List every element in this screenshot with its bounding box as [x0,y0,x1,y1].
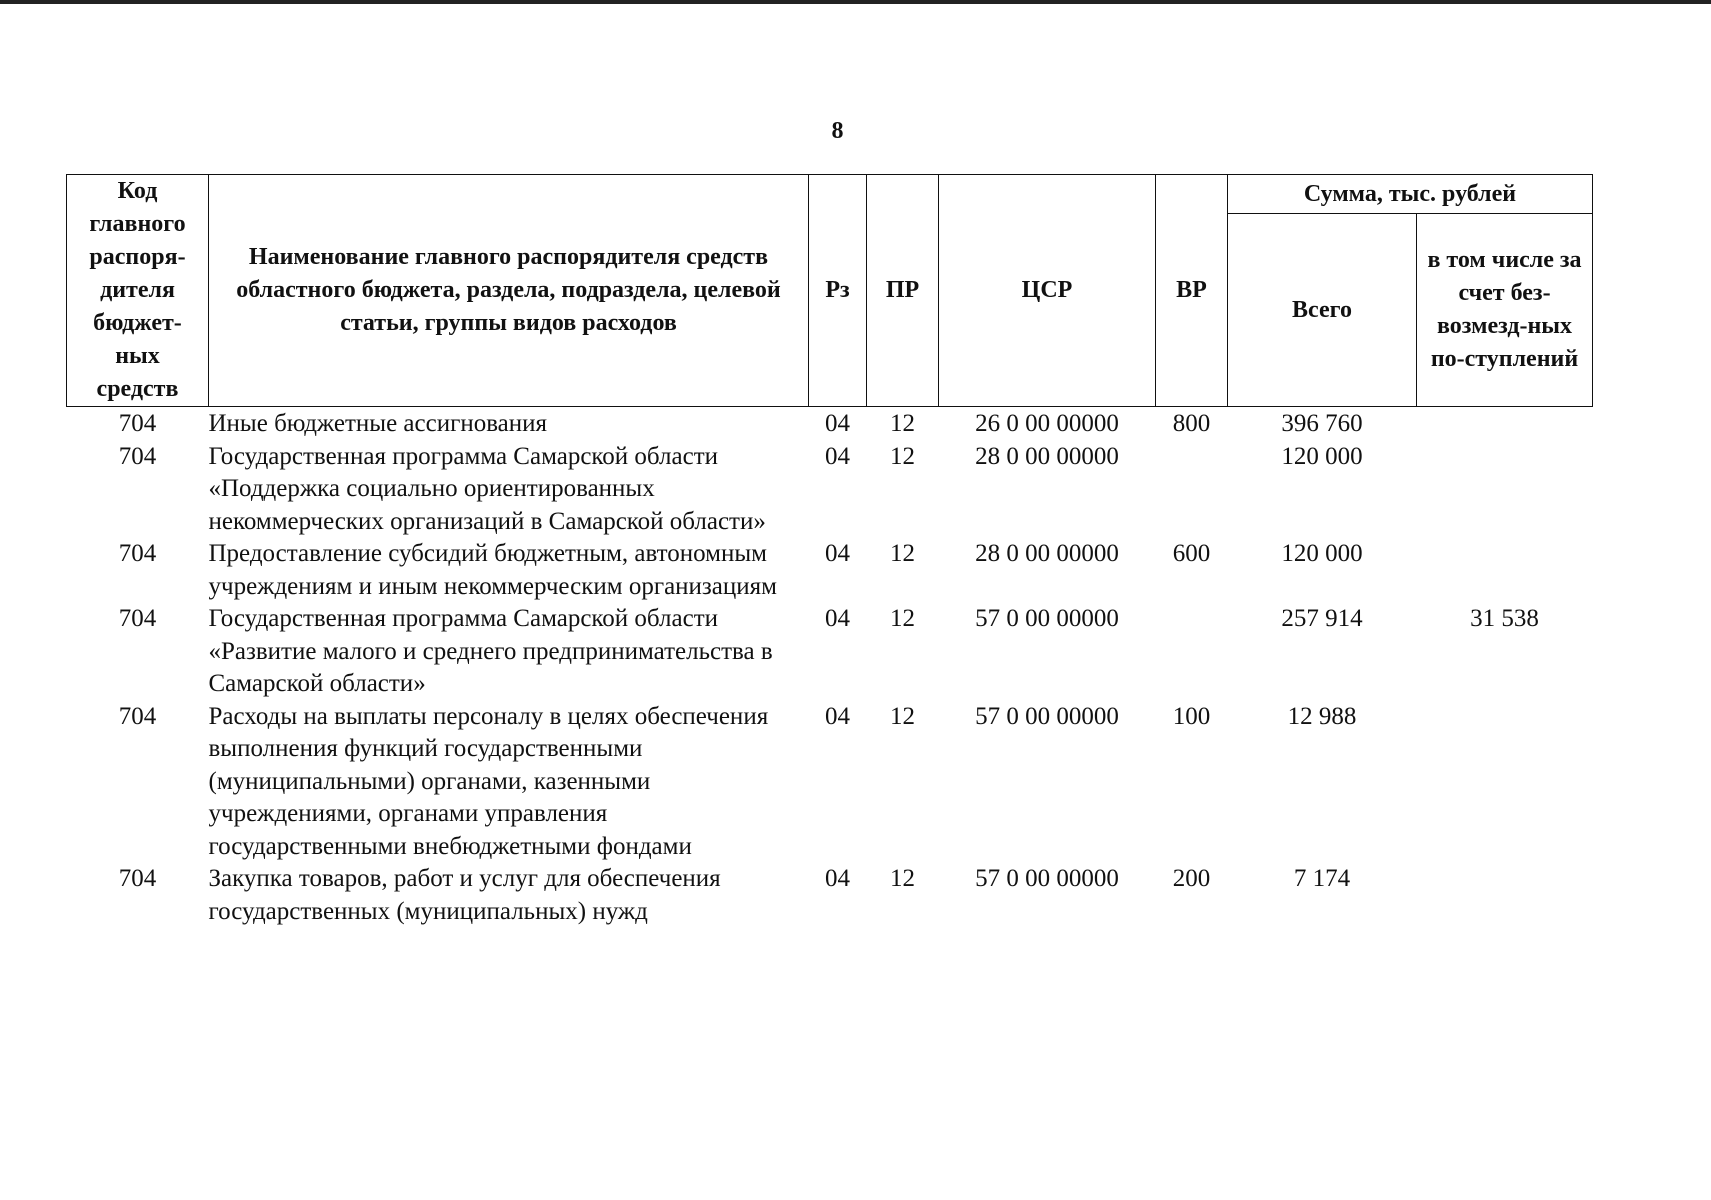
cell-name: Иные бюджетные ассигнования [208,410,548,437]
header-csr: ЦСР [939,175,1156,407]
cell-free [1417,701,1593,864]
cell-total: 120 000 [1281,442,1363,470]
cell-pr: 12 [890,442,915,470]
cell-vr [1156,603,1228,701]
cell-code: 704 [118,702,157,730]
table-header [67,175,1593,407]
cell-csr: 28 0 00 00000 [975,540,1119,567]
cell-vr: 200 [1172,865,1211,892]
cell-csr: 57 0 00 00000 [975,702,1119,730]
header-pr: ПР [867,175,939,407]
cell-free: 31 538 [1470,605,1539,632]
cell-name: Расходы на выплаты персоналу в целях обеспечения выполнения функций государственными (муниципальными) органами, казенными учреждениями, органами управления государственными внебюджетными фондами [208,702,769,860]
cell-code: 704 [118,605,157,632]
top-border-line [0,0,1711,4]
cell-vr: 600 [1172,540,1211,567]
header-rz: Рз [809,175,867,407]
header-code: Код главного распоря-дителя бюджет-ных средств [67,175,209,407]
cell-total: 396 760 [1281,410,1363,437]
cell-rz: 04 [825,605,850,632]
cell-free [1417,538,1593,603]
cell-pr: 12 [890,410,915,437]
cell-code: 704 [118,540,157,567]
table-body [67,407,1593,929]
cell-rz: 04 [825,540,850,567]
table-row [67,407,1593,441]
cell-pr: 12 [890,702,915,730]
cell-rz: 04 [825,442,850,470]
header-vr: ВР [1156,175,1228,407]
table-row [67,701,1593,864]
cell-pr: 12 [890,605,915,632]
cell-rz: 04 [825,702,850,730]
header-name: Наименование главного распорядителя средств областного бюджета, раздела, подраздела, целевой статьи, группы видов расходов [209,175,809,407]
cell-vr [1156,441,1228,539]
cell-rz: 04 [825,410,850,437]
table-row [67,441,1593,539]
table-row [67,538,1593,603]
cell-code: 704 [118,865,157,892]
cell-total: 257 914 [1281,605,1363,632]
page-number: 8 [831,118,844,144]
cell-csr: 57 0 00 00000 [975,605,1119,632]
header-free-receipts: в том числе за счет без-возмезд-ных по-ступлений [1417,214,1593,407]
budget-table [66,174,1593,928]
table-row [67,603,1593,701]
cell-vr: 100 [1172,702,1211,730]
cell-total: 12 988 [1287,702,1357,730]
cell-vr: 800 [1172,410,1211,437]
cell-csr: 57 0 00 00000 [975,865,1119,892]
cell-csr: 28 0 00 00000 [975,442,1119,470]
cell-total: 7 174 [1293,865,1351,892]
cell-code: 704 [118,410,157,437]
cell-rz: 04 [825,865,850,892]
table-row [67,863,1593,928]
cell-free [1417,863,1593,928]
header-total: Всего [1228,214,1417,407]
cell-pr: 12 [890,865,915,892]
cell-free [1417,407,1593,441]
cell-name: Государственная программа Самарской области «Поддержка социально ориентированных некоммерческих организаций в Самарской области» [208,442,766,535]
cell-total: 120 000 [1281,540,1363,567]
cell-free [1417,441,1593,539]
cell-csr: 26 0 00 00000 [975,410,1119,437]
cell-name: Предоставление субсидий бюджетным, автономным учреждениям и иным некоммерческим организациям [208,540,777,600]
cell-name: Государственная программа Самарской области «Развитие малого и среднего предпринимательства в Самарской области» [208,605,773,697]
cell-name: Закупка товаров, работ и услуг для обеспечения государственных (муниципальных) нужд [208,865,721,925]
cell-code: 704 [118,442,157,470]
cell-pr: 12 [890,540,915,567]
header-sum-group: Сумма, тыс. рублей [1228,175,1593,214]
